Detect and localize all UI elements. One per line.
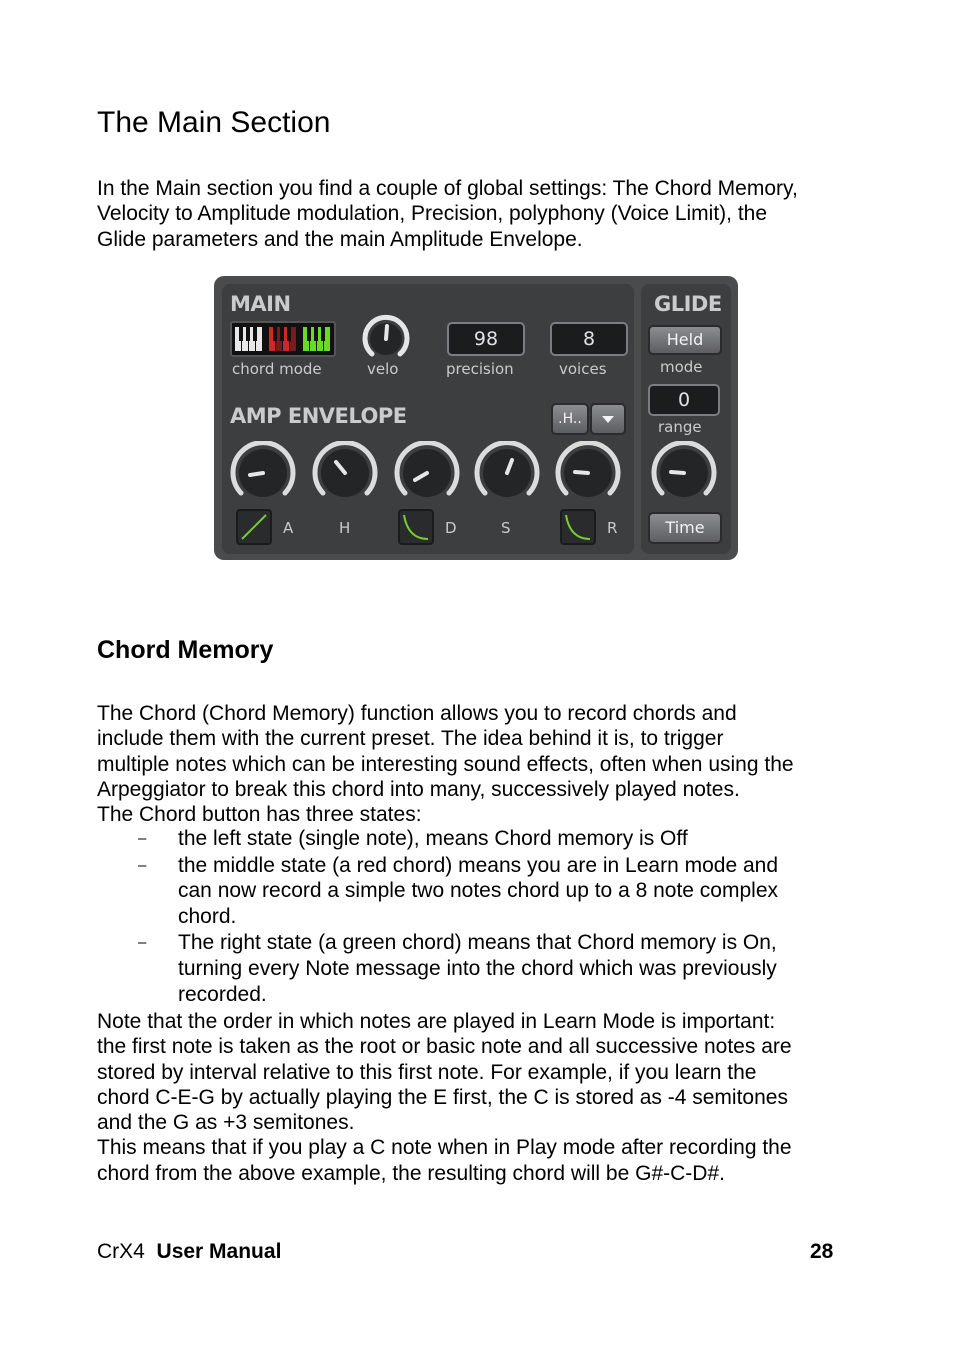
chord-memory-heading: Chord Memory xyxy=(97,636,274,664)
list-dash: – xyxy=(138,856,147,874)
attack-curve-button[interactable] xyxy=(236,509,272,545)
page-number: 28 xyxy=(810,1240,834,1263)
text-line: chord C-E-G by actually playing the E first, the C is stored as -4 semitones xyxy=(97,1085,788,1109)
linear-curve-icon xyxy=(238,511,270,543)
precision-display[interactable]: 98 xyxy=(447,322,525,356)
list-item xyxy=(97,853,867,930)
text-line: include them with the current preset. The idea behind it is, to trigger xyxy=(97,727,724,751)
text-line: stored by interval relative to this first note. For example, if you learn the xyxy=(97,1060,757,1084)
exp-curve-icon xyxy=(400,511,432,543)
amp-envelope-title: AMP ENVELOPE xyxy=(230,404,407,428)
list-line: The right state (a green chord) means that Chord memory is On, xyxy=(178,931,777,955)
time-button[interactable]: Time xyxy=(648,512,722,544)
glide-mode-button[interactable]: Held xyxy=(648,325,722,355)
list-line: recorded. xyxy=(178,982,267,1006)
footer-product: CrX4 xyxy=(97,1240,145,1263)
text-line: Note that the order in which notes are played in Learn Mode is important: xyxy=(97,1010,776,1033)
glide-title: GLIDE xyxy=(654,292,722,316)
glide-time-knob[interactable] xyxy=(649,441,719,503)
main-title: MAIN xyxy=(230,292,291,316)
velo-label: velo xyxy=(367,360,399,378)
keyboard-white-icon xyxy=(234,326,264,352)
sustain-label: S xyxy=(501,519,511,537)
sustain-knob[interactable] xyxy=(472,441,542,503)
text-line: chord from the above example, the resulting chord will be G#-C-D#. xyxy=(97,1161,725,1185)
envelope-mode-display[interactable]: .H.. xyxy=(551,403,589,435)
section-title: The Main Section xyxy=(97,106,331,139)
text-line: The Chord button has three states: xyxy=(97,803,422,827)
keyboard-red-icon xyxy=(268,326,298,352)
list-line: can now record a simple two notes chord up to a 8 note complex xyxy=(178,879,778,903)
attack-knob[interactable] xyxy=(228,441,298,503)
list-item xyxy=(97,930,867,1007)
text-line: The Chord (Chord Memory) function allows you to record chords and xyxy=(97,702,737,725)
text-line: Arpeggiator to break this chord into many, successively played notes. xyxy=(97,777,740,801)
decay-label: D xyxy=(445,519,457,537)
precision-label: precision xyxy=(446,360,514,378)
exp-curve-icon xyxy=(562,511,594,543)
intro-line: Glide parameters and the main Amplitude Envelope. xyxy=(97,227,583,251)
list-line: turning every Note message into the chord which was previously xyxy=(178,956,777,980)
text-line: and the G as +3 semitones. xyxy=(97,1111,355,1135)
chord-paragraph-2 xyxy=(97,1009,867,1186)
main-section-panel xyxy=(214,276,738,560)
dropdown-arrow-icon xyxy=(592,405,624,433)
keyboard-icons xyxy=(232,323,334,355)
list-line: the left state (single note), means Chord memory is Off xyxy=(178,827,688,850)
attack-label: A xyxy=(283,519,294,537)
chord-states-list xyxy=(97,826,867,1008)
list-dash: – xyxy=(138,830,147,847)
glide-range-label: range xyxy=(658,418,702,436)
text-line: multiple notes which can be interesting sound effects, often when using the xyxy=(97,752,794,776)
intro-line: In the Main section you find a couple of global settings: The Chord Memory, xyxy=(97,177,798,200)
list-line: the middle state (a red chord) means you are in Learn mode and xyxy=(178,853,779,877)
chord-mode-label: chord mode xyxy=(232,360,322,378)
velo-knob[interactable] xyxy=(360,312,412,364)
intro-line: Velocity to Amplitude modulation, Precision, polyphony (Voice Limit), the xyxy=(97,202,768,226)
list-line: chord. xyxy=(178,904,237,928)
glide-mode-label: mode xyxy=(660,358,703,376)
footer-title xyxy=(97,1240,281,1264)
text-line: the first note is taken as the root or basic note and all successive notes are xyxy=(97,1035,792,1059)
decay-knob[interactable] xyxy=(392,441,462,503)
release-curve-button[interactable] xyxy=(560,509,596,545)
keyboard-green-icon xyxy=(302,326,332,352)
release-knob[interactable] xyxy=(553,441,623,503)
glide-range-display[interactable]: 0 xyxy=(648,384,720,416)
hold-knob[interactable] xyxy=(310,441,380,503)
release-label: R xyxy=(607,519,618,537)
chord-mode-button[interactable] xyxy=(230,321,336,357)
list-dash: – xyxy=(138,934,147,952)
footer-manual: User Manual xyxy=(156,1240,282,1263)
envelope-mode-dropdown[interactable] xyxy=(590,403,626,435)
voices-display[interactable]: 8 xyxy=(550,322,628,356)
list-item xyxy=(97,826,867,852)
chord-paragraph-1 xyxy=(97,701,867,827)
intro-paragraph xyxy=(97,176,867,252)
text-line: This means that if you play a C note when in Play mode after recording the xyxy=(97,1136,792,1160)
decay-curve-button[interactable] xyxy=(398,509,434,545)
voices-label: voices xyxy=(559,360,607,378)
hold-label: H xyxy=(339,519,351,537)
